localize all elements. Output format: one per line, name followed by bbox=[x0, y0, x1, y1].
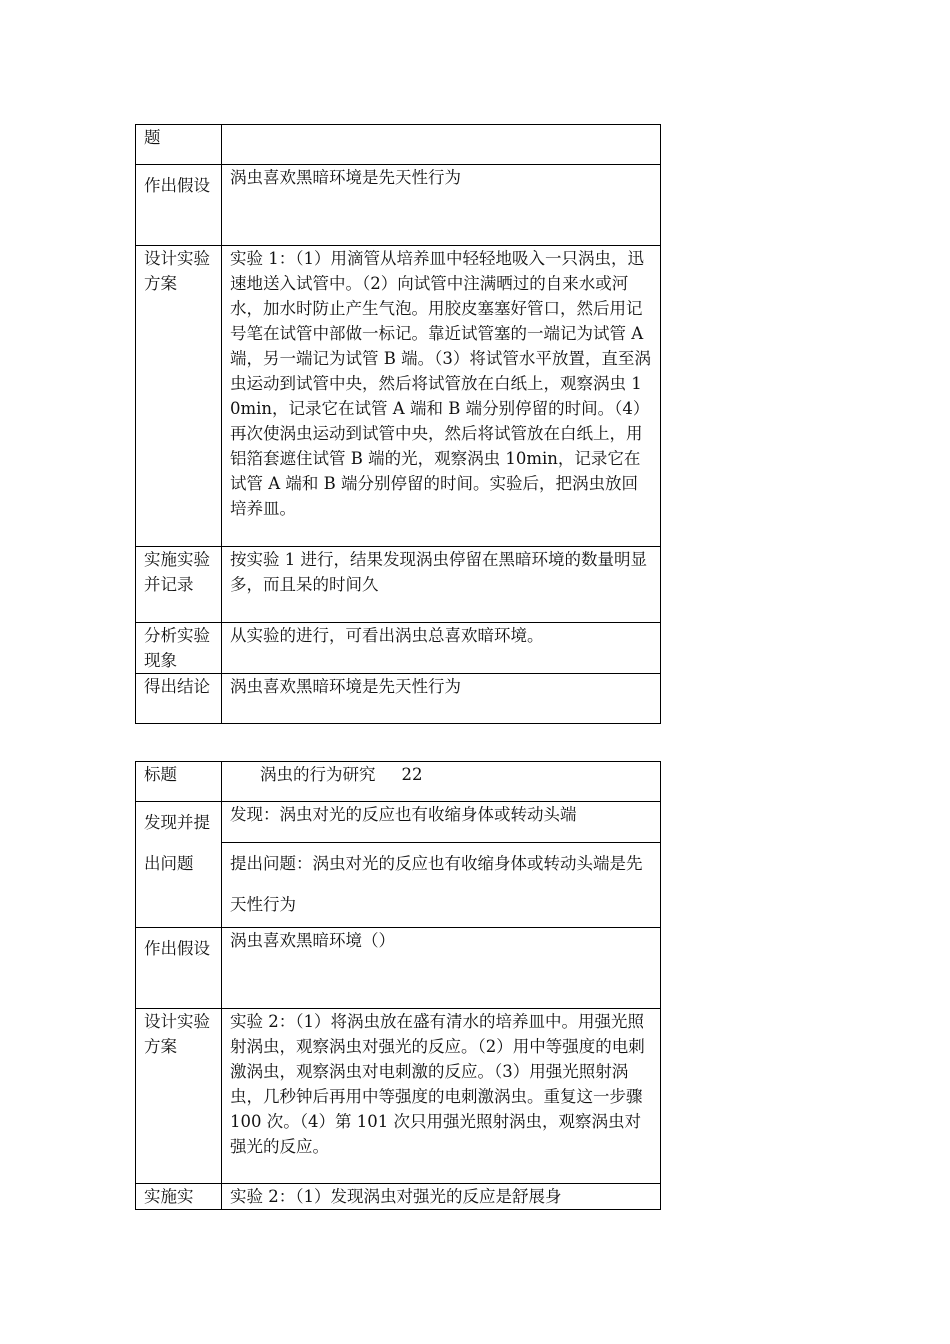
row-content: 按实验 1 进行，结果发现涡虫停留在黑暗环境的数量明显多，而且呆的时间久 bbox=[222, 547, 661, 623]
row-content: 实验 2：（1）发现涡虫对强光的反应是舒展身 bbox=[222, 1184, 661, 1210]
table-row bbox=[136, 165, 661, 246]
row-content: 从实验的进行，可看出涡虫总喜欢暗环境。 bbox=[222, 623, 661, 674]
row-label: 实施实验并记录 bbox=[136, 547, 222, 623]
row-label: 设计实验方案 bbox=[136, 246, 222, 547]
row-label: 发现并提出问题 bbox=[136, 802, 222, 928]
title-row bbox=[136, 762, 661, 802]
table-row bbox=[136, 125, 661, 165]
row-content: 涡虫喜欢黑暗环境（） bbox=[222, 928, 661, 1009]
page-title: 涡虫的行为研究 bbox=[260, 765, 376, 784]
table-row bbox=[136, 674, 661, 724]
row-label: 题 bbox=[136, 125, 222, 165]
discovery-line: 发现：涡虫对光的反应也有收缩身体或转动头端 bbox=[222, 802, 660, 843]
row-content bbox=[222, 125, 661, 165]
row-content: 涡虫喜欢黑暗环境是先天性行为 bbox=[222, 165, 661, 246]
row-label: 实施实 bbox=[136, 1184, 222, 1210]
row-label: 设计实验方案 bbox=[136, 1009, 222, 1184]
table-row bbox=[136, 547, 661, 623]
row-content: 涡虫喜欢黑暗环境是先天性行为 bbox=[222, 674, 661, 724]
row-content: 实验 1：（1）用滴管从培养皿中轻轻地吸入一只涡虫，迅速地送入试管中。（2）向试管中注满晒过的自来水或河水，加水时防止产生气泡。用胶皮塞塞好管口，然后用记号笔在试管中部做一标记。靠近试管塞的一端记为试管 A 端，另一端记为试管 B 端。（3）将试管水平放置，直至涡虫运动到试管中央，然后将试管放在白纸上，观察涡虫 10min，记录它在试管 A 端和 B 端分别停留的时间。（4）再次使涡虫运动到试管中央，然后将试管放在白纸上，用铝箔套遮住试管 B 端的光，观察涡虫 10min，记录它在试管 A 端和 B 端分别停留的时间。实验后，把涡虫放回培养皿。 bbox=[222, 246, 661, 547]
table-row bbox=[136, 246, 661, 547]
row-label: 作出假设 bbox=[136, 928, 222, 1009]
experiment-table-1 bbox=[135, 124, 661, 724]
title-cell bbox=[222, 762, 661, 802]
table-row bbox=[136, 802, 661, 928]
question-line: 提出问题：涡虫对光的反应也有收缩身体或转动头端是先天性行为 bbox=[230, 854, 643, 914]
experiment-table-2 bbox=[135, 761, 661, 1210]
row-content bbox=[222, 802, 661, 928]
row-label: 分析实验现象 bbox=[136, 623, 222, 674]
title-label: 标题 bbox=[136, 762, 222, 802]
table-row bbox=[136, 1009, 661, 1184]
table-row bbox=[136, 928, 661, 1009]
table-row bbox=[136, 623, 661, 674]
row-content: 实验 2：（1）将涡虫放在盛有清水的培养皿中。用强光照射涡虫，观察涡虫对强光的反应。（2）用中等强度的电刺激涡虫，观察涡虫对电刺激的反应。（3）用强光照射涡虫，几秒钟后再用中等强度的电刺激涡虫。重复这一步骤 100 次。（4）第 101 次只用强光照射涡虫，观察涡虫对强光的反应。 bbox=[222, 1009, 661, 1184]
row-label: 得出结论 bbox=[136, 674, 222, 724]
table-row bbox=[136, 1184, 661, 1210]
row-label: 作出假设 bbox=[136, 165, 222, 246]
title-number: 22 bbox=[401, 765, 423, 784]
